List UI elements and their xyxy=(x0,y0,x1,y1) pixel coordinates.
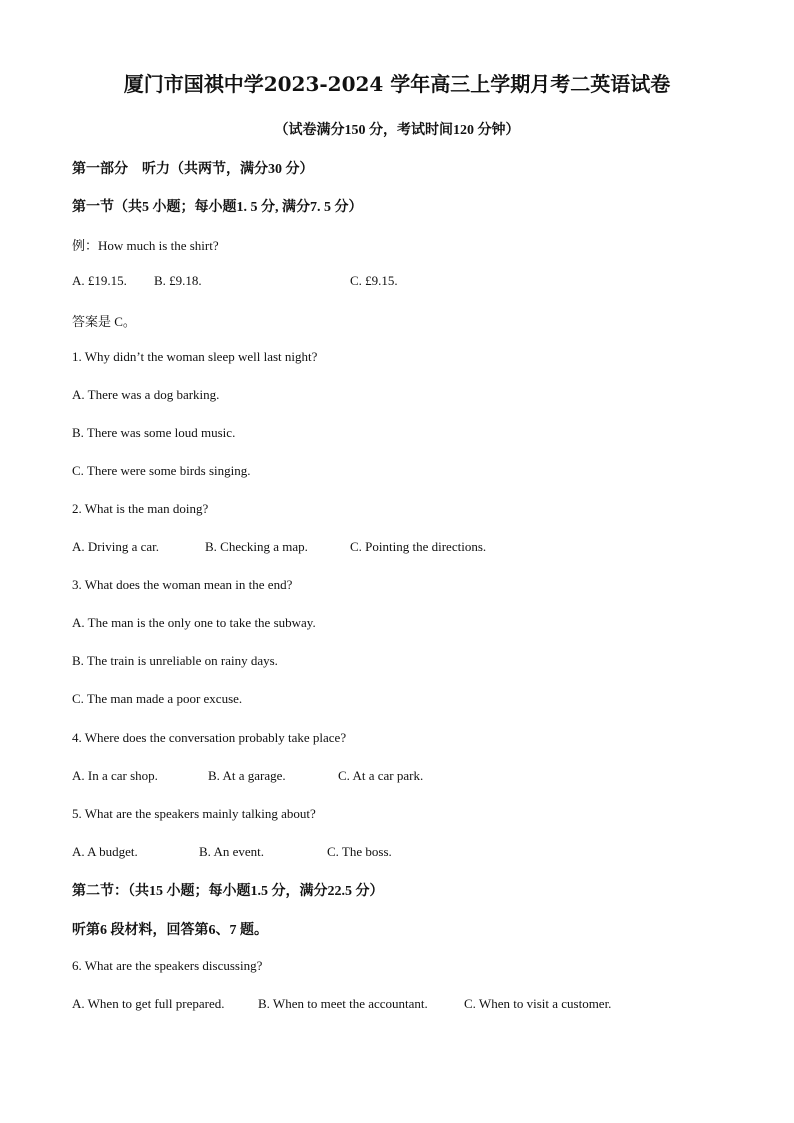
question-1: 1. Why didn’t the woman sleep well last night? xyxy=(72,349,318,364)
example-option-a: A. £19.15. xyxy=(72,273,127,288)
question-4-option-b: B. At a garage. xyxy=(208,768,286,783)
question-1-option-b: B. There was some loud music. xyxy=(72,425,236,440)
question-4-option-a: A. In a car shop. xyxy=(72,768,158,783)
question-6-option-c: C. When to visit a customer. xyxy=(464,996,612,1011)
question-2-option-c: C. Pointing the directions. xyxy=(350,539,487,554)
question-2: 2. What is the man doing? xyxy=(72,501,209,516)
section1-heading: 第一节（共5 小题；每小题1. 5 分, 满分7. 5 分） xyxy=(72,200,363,215)
question-2-option-b: B. Checking a map. xyxy=(205,539,308,554)
question-1-option-c: C. There were some birds singing. xyxy=(72,463,251,478)
question-6-option-a: A. When to get full prepared. xyxy=(72,996,225,1011)
question-1-option-a: A. There was a dog barking. xyxy=(72,387,220,402)
passage6-heading: 听第6 段材料，回答第6、7 题。 xyxy=(72,923,268,938)
example-option-b: B. £9.18. xyxy=(154,273,202,288)
question-3-option-c: C. The man made a poor excuse. xyxy=(72,691,243,706)
example-answer: 答案是 C。 xyxy=(72,314,136,329)
question-5-option-a: A. A budget. xyxy=(72,844,138,859)
question-6-option-b: B. When to meet the accountant. xyxy=(258,996,428,1011)
question-4: 4. Where does the conversation probably take place? xyxy=(72,730,347,745)
question-3-option-b: B. The train is unreliable on rainy days. xyxy=(72,653,278,668)
exam-title: 厦门市国祺中学2023-2024 学年高三上学期月考二英语试卷 xyxy=(123,72,671,96)
section2-heading: 第二节：（共15 小题；每小题1.5 分，满分22.5 分） xyxy=(72,884,384,899)
question-4-option-c: C. At a car park. xyxy=(338,768,424,783)
question-5-option-b: B. An event. xyxy=(199,844,264,859)
exam-subtitle: （试卷满分150 分，考试时间120 分钟） xyxy=(274,123,520,138)
question-5-option-c: C. The boss. xyxy=(327,844,392,859)
example-question: 例：How much is the shirt? xyxy=(72,238,219,253)
question-3-option-a: A. The man is the only one to take the subway. xyxy=(72,615,316,630)
question-5: 5. What are the speakers mainly talking about? xyxy=(72,806,316,821)
example-option-c: C. £9.15. xyxy=(350,273,398,288)
question-2-option-a: A. Driving a car. xyxy=(72,539,160,554)
question-6: 6. What are the speakers discussing? xyxy=(72,958,263,973)
part1-heading: 第一部分 听力（共两节，满分30 分） xyxy=(72,162,314,177)
question-3: 3. What does the woman mean in the end? xyxy=(72,577,293,592)
